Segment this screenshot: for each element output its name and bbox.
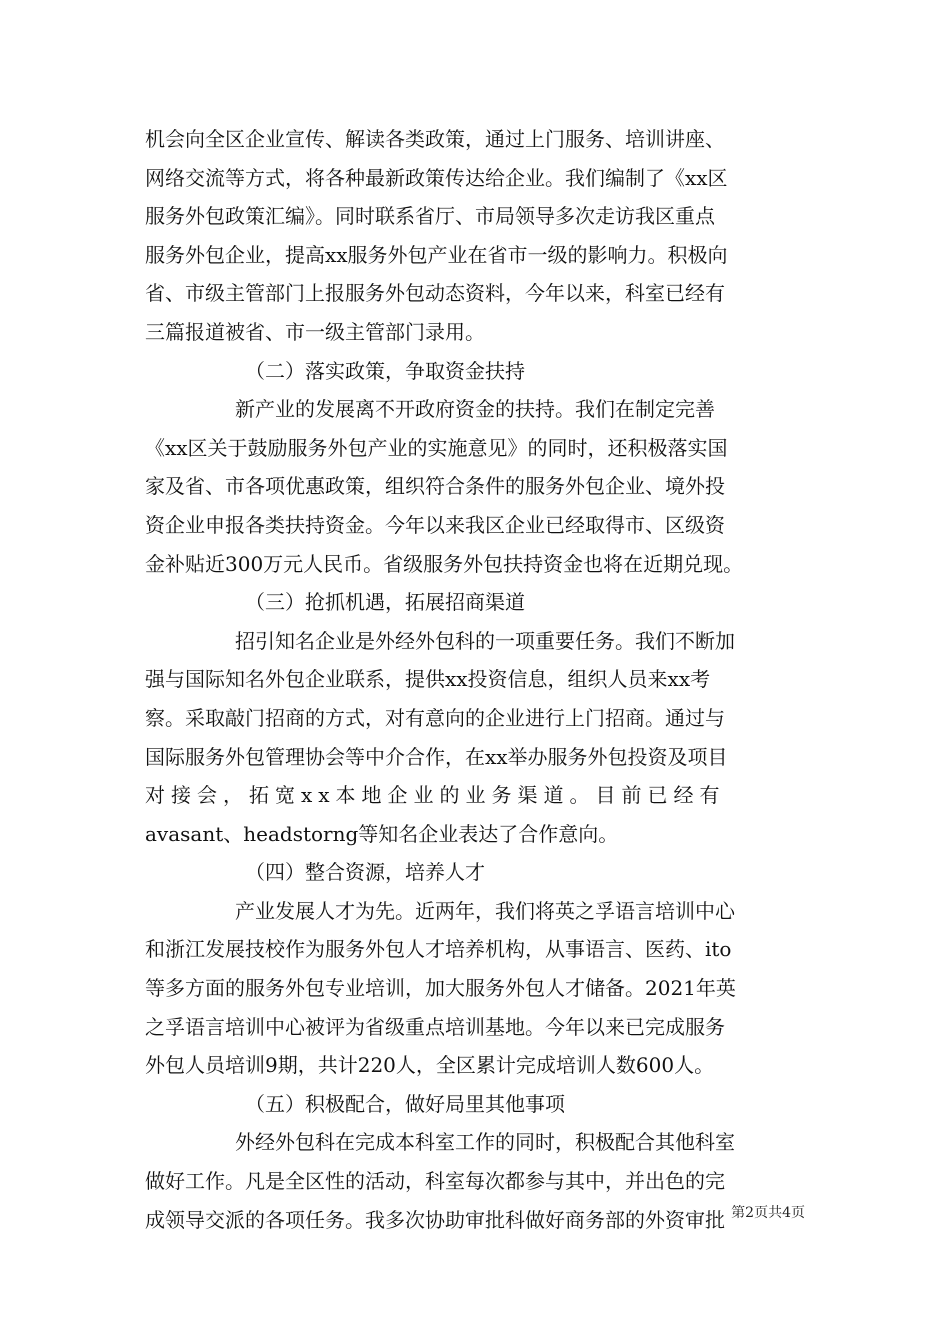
text-line: 成领导交派的各项任务。我多次协助审批科做好商务部的外资审批 xyxy=(145,1207,725,1232)
text-line: 之孚语言培训中心被评为省级重点培训基地。今年以来已完成服务 xyxy=(145,1014,725,1039)
text-line: 家及省、市各项优惠政策，组织符合条件的服务外包企业、境外投 xyxy=(145,474,725,499)
text-line: 和浙江发展技校作为服务外包人才培养机构，从事语言、医药、ito xyxy=(145,937,732,962)
text-line: 金补贴近300万元人民币。省级服务外包扶持资金也将在近期兑现。 xyxy=(145,551,744,576)
text-line: 强与国际知名外包企业联系，提供xx投资信息，组织人员来xx考 xyxy=(145,667,711,692)
text-line: 网络交流等方式，将各种最新政策传达给企业。我们编制了《xx区 xyxy=(145,165,728,190)
text-line: 机会向全区企业宣传、解读各类政策，通过上门服务、培训讲座、 xyxy=(145,127,725,151)
text-line: 对接会，拓宽xx本地企业的业务渠道。目前已经有 xyxy=(145,783,726,808)
text-line: 招引知名企业是外经外包科的一项重要任务。我们不断加 xyxy=(235,628,735,653)
section-heading: （四）整合资源，培养人才 xyxy=(245,860,485,885)
text-line: 国际服务外包管理协会等中介合作，在xx举办服务外包投资及项目 xyxy=(145,744,728,769)
text-line: 三篇报道被省、市一级主管部门录用。 xyxy=(145,319,485,344)
document-body xyxy=(145,120,805,1239)
text-line: 服务外包政策汇编》。同时联系省厅、市局领导多次走访我区重点 xyxy=(145,204,715,229)
section-heading: （二）落实政策，争取资金扶持 xyxy=(245,358,525,383)
text-line: 新产业的发展离不开政府资金的扶持。我们在制定完善 xyxy=(235,397,715,422)
text-line: 察。采取敲门招商的方式，对有意向的企业进行上门招商。通过与 xyxy=(145,705,725,730)
text-line: 省、市级主管部门上报服务外包动态资料，今年以来，科室已经有 xyxy=(145,281,725,306)
text-line: 等多方面的服务外包专业培训，加大服务外包人才储备。2021年英 xyxy=(145,976,736,1001)
section-heading: （三）抢抓机遇，拓展招商渠道 xyxy=(245,590,525,615)
text-line: 做好工作。凡是全区性的活动，科室每次都参与其中，并出色的完 xyxy=(145,1169,725,1194)
text-line: 服务外包企业，提高xx服务外包产业在省市一级的影响力。积极向 xyxy=(145,242,728,267)
page-number-footer: 第2页共4页 xyxy=(731,1205,805,1221)
text-line: 外经外包科在完成本科室工作的同时，积极配合其他科室 xyxy=(235,1130,735,1155)
text-line: 产业发展人才为先。近两年，我们将英之孚语言培训中心 xyxy=(235,898,735,923)
text-line: 外包人员培训9期，共计220人，全区累计完成培训人数600人。 xyxy=(145,1053,715,1078)
text-line: 《xx区关于鼓励服务外包产业的实施意见》的同时，还积极落实国 xyxy=(145,435,728,460)
section-heading: （五）积极配合，做好局里其他事项 xyxy=(245,1091,565,1116)
text-line: avasant、headstorng等知名企业表达了合作意向。 xyxy=(145,821,619,846)
text-line: 资企业申报各类扶持资金。今年以来我区企业已经取得市、区级资 xyxy=(145,512,725,537)
